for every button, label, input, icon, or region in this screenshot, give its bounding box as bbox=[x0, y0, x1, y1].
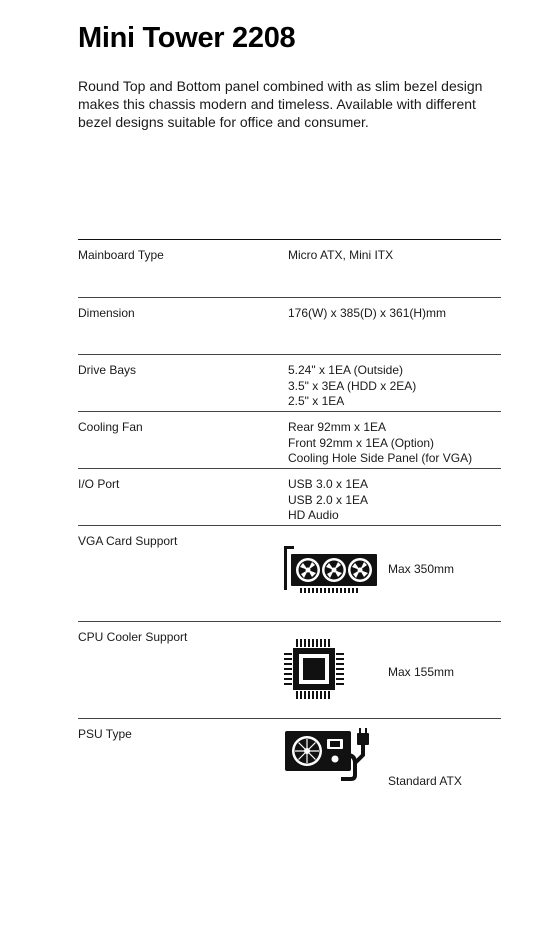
product-description: Round Top and Bottom panel combined with as slim bezel design makes this chassis modern and timeless. Available with different bezel designs suitable for office and consumer. bbox=[78, 78, 483, 130]
spec-value: Rear 92mm x 1EA bbox=[288, 420, 387, 434]
spec-row-drive-bays bbox=[78, 354, 501, 411]
spec-label: CPU Cooler Support bbox=[78, 630, 188, 644]
spec-row-dimension bbox=[78, 297, 501, 354]
cpu-chip-icon bbox=[282, 637, 346, 701]
spec-label: Cooling Fan bbox=[78, 420, 143, 434]
icon-caption: Max 350mm bbox=[388, 562, 455, 576]
spec-row-io-port bbox=[78, 468, 501, 525]
spec-value: Front 92mm x 1EA (Option) bbox=[288, 435, 435, 450]
spec-values bbox=[288, 248, 393, 264]
spec-row-cooling-fan bbox=[78, 411, 501, 468]
spec-values bbox=[288, 477, 368, 524]
spec-label: VGA Card Support bbox=[78, 534, 178, 548]
spec-label: Mainboard Type bbox=[78, 248, 164, 262]
power-supply-icon bbox=[283, 727, 379, 783]
spec-value: USB 2.0 x 1EA bbox=[288, 492, 369, 507]
spec-label: Dimension bbox=[78, 306, 135, 320]
spec-value: USB 3.0 x 1EA bbox=[288, 477, 369, 491]
spec-row-mainboard bbox=[78, 239, 501, 297]
spec-value: 3.5" x 3EA (HDD x 2EA) bbox=[288, 378, 417, 393]
spec-values bbox=[288, 363, 416, 410]
spec-value: Cooling Hole Side Panel (for VGA) bbox=[288, 451, 473, 465]
spec-values bbox=[288, 420, 472, 467]
spec-values bbox=[288, 306, 446, 322]
spec-value: Micro ATX, Mini ITX bbox=[288, 248, 394, 262]
graphics-card-icon bbox=[282, 544, 380, 596]
spec-row-vga bbox=[78, 525, 501, 621]
spec-table bbox=[78, 239, 501, 815]
page-title: Mini Tower 2208 bbox=[78, 22, 296, 54]
icon-caption: Standard ATX bbox=[388, 774, 462, 788]
spec-label: Drive Bays bbox=[78, 363, 137, 377]
spec-value: HD Audio bbox=[288, 508, 339, 522]
spec-value: 5.24" x 1EA (Outside) bbox=[288, 363, 403, 377]
spec-value: 2.5" x 1EA bbox=[288, 394, 345, 408]
spec-row-cpu-cooler bbox=[78, 621, 501, 718]
spec-label: I/O Port bbox=[78, 477, 120, 491]
spec-row-psu bbox=[78, 718, 501, 815]
spec-value: 176(W) x 385(D) x 361(H)mm bbox=[288, 306, 447, 320]
spec-label: PSU Type bbox=[78, 727, 132, 741]
icon-caption: Max 155mm bbox=[388, 665, 455, 679]
